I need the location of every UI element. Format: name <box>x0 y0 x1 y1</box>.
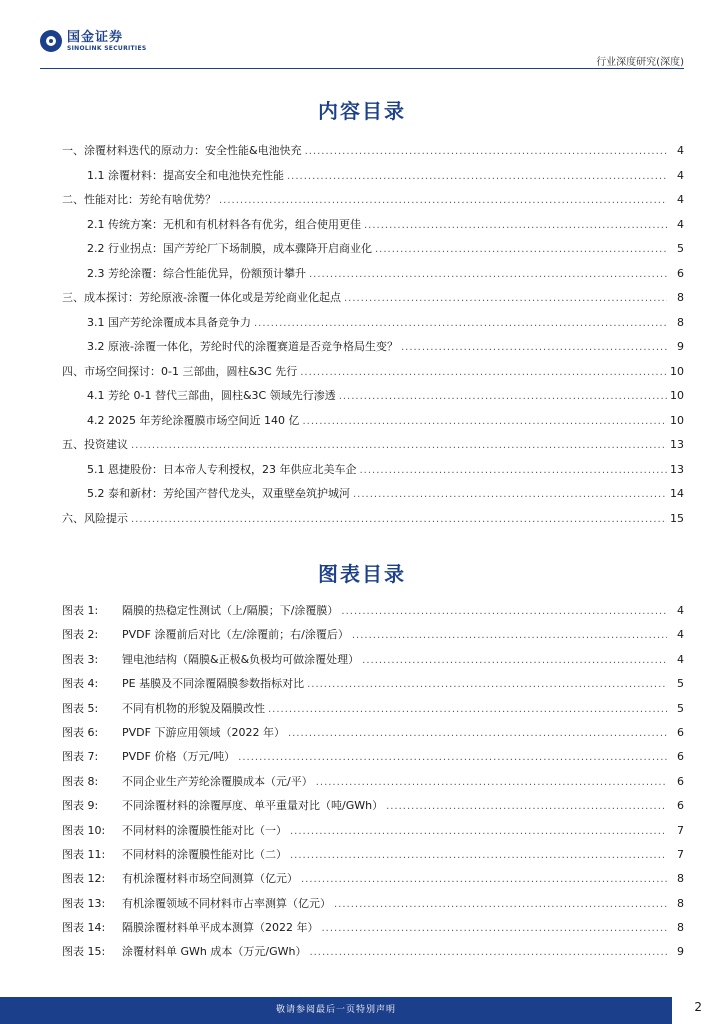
dot-leader <box>334 899 667 910</box>
toc-entry[interactable] <box>62 191 684 216</box>
figure-entry-page: 6 <box>677 799 684 813</box>
dot-leader <box>238 752 667 763</box>
figure-entry[interactable] <box>62 846 684 870</box>
figure-entry-title <box>62 675 304 691</box>
toc-entry[interactable] <box>62 412 684 437</box>
toc-entry-page: 4 <box>677 144 684 157</box>
figure-entry-page: 4 <box>677 652 684 666</box>
figure-entry-page: 6 <box>677 774 684 788</box>
figure-entry-page: 7 <box>677 823 684 837</box>
dot-leader <box>307 679 667 690</box>
figure-entry-label: 图表 9: <box>62 799 99 813</box>
figure-entry-title <box>62 797 383 813</box>
toc-entry-page: 9 <box>677 340 684 353</box>
figure-entry-label: 图表 12: <box>62 872 106 886</box>
figure-entry-label: 图表 4: <box>62 677 99 691</box>
dot-leader <box>344 293 667 304</box>
figure-entry-text: 不同企业生产芳纶涂覆膜成本（元/平） <box>122 774 313 788</box>
figure-entry-title <box>62 626 349 642</box>
toc-entry-page: 13 <box>670 438 684 451</box>
toc-entry-page: 4 <box>677 217 684 231</box>
figure-entry[interactable] <box>62 919 684 943</box>
dot-leader <box>290 826 667 837</box>
toc-entry[interactable] <box>62 289 684 314</box>
toc-entry-page: 8 <box>677 291 684 304</box>
toc-entry-page: 15 <box>670 511 684 525</box>
toc-entry-text: 4.1 芳纶 0-1 替代三部曲，圆柱&3C 领域先行渗透 <box>87 389 336 402</box>
figure-entry-label: 图表 6: <box>62 725 99 739</box>
figure-entry-text: 隔膜的热稳定性测试（上/隔膜；下/涂覆膜） <box>122 604 339 617</box>
dot-leader <box>301 874 667 885</box>
toc-entry[interactable] <box>62 461 684 486</box>
toc-entry[interactable] <box>62 338 684 363</box>
toc-entry[interactable] <box>62 142 684 167</box>
toc-entry-page: 10 <box>670 413 684 427</box>
toc-entry[interactable] <box>62 314 684 339</box>
toc-entry[interactable] <box>62 167 684 192</box>
figure-entry-page: 8 <box>677 921 684 935</box>
figure-entry-page: 6 <box>677 750 684 764</box>
dot-leader <box>219 195 667 206</box>
dot-leader <box>359 465 667 476</box>
figure-entry[interactable] <box>62 675 684 699</box>
logo-mark-icon <box>40 30 62 52</box>
figure-entry-title <box>62 846 287 862</box>
toc-title: 内容目录 <box>318 99 406 123</box>
figure-entry-text: PVDF 涂覆前后对比（左/涂覆前；右/涂覆后） <box>122 628 349 642</box>
dot-leader <box>288 728 667 739</box>
figure-entry-text: 有机涂覆领域不同材料市占率测算（亿元） <box>122 896 331 910</box>
dot-leader <box>302 416 667 427</box>
toc-entry[interactable] <box>62 216 684 241</box>
figure-entry-label: 图表 11: <box>62 847 106 861</box>
figure-entry-title <box>62 773 313 789</box>
dot-leader <box>401 342 667 353</box>
dot-leader <box>131 440 667 451</box>
toc-entry-page: 10 <box>670 364 684 378</box>
figure-entry[interactable] <box>62 797 684 821</box>
toc-entry[interactable] <box>62 510 684 535</box>
toc-entry-text: 2.3 芳纶涂覆：综合性能优异，份额预计攀升 <box>87 266 306 280</box>
dot-leader <box>386 801 667 812</box>
toc-entry-text: 三、成本探讨：芳纶原液-涂覆一体化或是芳纶商业化起点 <box>62 291 341 304</box>
dot-leader <box>305 146 667 157</box>
figure-entry-label: 图表 15: <box>62 945 106 959</box>
figure-entry-label: 图表 14: <box>62 921 106 935</box>
figure-entry-label: 图表 10: <box>62 823 106 837</box>
figure-entry-label: 图表 7: <box>62 750 99 764</box>
toc-entry-page: 4 <box>677 168 684 182</box>
figure-entry-text: PVDF 下游应用领域（2022 年） <box>122 725 285 739</box>
page-number: 2 <box>694 1000 702 1014</box>
dot-leader <box>316 777 667 788</box>
dot-leader <box>322 923 668 934</box>
toc-entry-text: 1.1 涂覆材料：提高安全和电池快充性能 <box>87 168 284 182</box>
figure-entry-label: 图表 13: <box>62 896 106 910</box>
toc-entry[interactable] <box>62 387 684 412</box>
figure-entry[interactable] <box>62 748 684 772</box>
figure-entry[interactable] <box>62 773 684 797</box>
toc-entry-text: 2.1 传统方案：无机和有机材料各有优劣，组合使用更佳 <box>87 217 361 231</box>
figure-entry[interactable] <box>62 651 684 675</box>
toc-entry-text: 3.2 原液-涂覆一体化，芳纶时代的涂覆赛道是否竞争格局生变？ <box>87 340 398 353</box>
figure-entry-page: 8 <box>677 872 684 886</box>
figure-entry-page: 6 <box>677 725 684 739</box>
figure-entry-label: 图表 8: <box>62 774 99 788</box>
dot-leader <box>300 367 667 378</box>
footer-note: 敬请参阅最后一页特别声明 <box>275 1005 396 1015</box>
toc-entry-text: 5.1 恩捷股份：日本帝人专利授权，23 年供应北美车企 <box>87 462 357 476</box>
toc-entry-text: 2.2 行业拐点：国产芳纶厂下场制膜，成本骤降开启商业化 <box>87 242 372 255</box>
toc-entry-text: 四、市场空间探讨：0-1 三部曲，圆柱&3C 先行 <box>62 364 298 378</box>
figure-entry-text: 不同涂覆材料的涂覆厚度、单平重量对比（吨/GWh） <box>122 799 384 813</box>
figure-entry-page: 5 <box>677 677 684 691</box>
figure-list <box>62 602 684 968</box>
figure-entry-page: 5 <box>677 701 684 715</box>
figure-entry-title <box>62 700 265 716</box>
figure-entry-label: 图表 5: <box>62 701 99 715</box>
brand-logo <box>40 30 146 52</box>
toc-entry-text: 六、风险提示 <box>62 511 128 525</box>
figure-entry[interactable] <box>62 626 684 650</box>
toc-entry-text: 二、性能对比：芳纶有啥优势？ <box>62 193 216 206</box>
toc-entry-text: 3.1 国产芳纶涂覆成本具备竞争力 <box>87 315 251 329</box>
toc-entry-text: 4.2 2025 年芳纶涂覆膜市场空间近 140 亿 <box>87 413 300 427</box>
figure-entry-text: PE 基膜及不同涂覆隔膜参数指标对比 <box>122 677 305 691</box>
figure-entry-title <box>62 724 285 740</box>
dot-leader <box>339 391 667 402</box>
figure-entry-title <box>62 895 331 911</box>
toc-entry-text: 一、涂覆材料迭代的原动力：安全性能&电池快充 <box>62 144 302 157</box>
toc-entry[interactable] <box>62 363 684 388</box>
dot-leader <box>290 850 667 861</box>
toc-entry-text: 五、投资建议 <box>62 438 128 451</box>
figure-list-title: 图表目录 <box>318 562 406 586</box>
dot-leader <box>341 606 667 617</box>
figure-entry-title <box>62 748 235 764</box>
dot-leader <box>254 318 667 329</box>
figure-entry-text: 涂覆材料单 GWh 成本（万元/GWh） <box>122 945 307 959</box>
figure-entry[interactable] <box>62 895 684 919</box>
figure-entry-text: 隔膜涂覆材料单平成本测算（2022 年） <box>122 921 319 935</box>
dot-leader <box>309 947 667 958</box>
figure-entry-text: 不同有机物的形貌及隔膜改性 <box>122 701 265 715</box>
figure-entry[interactable] <box>62 943 684 967</box>
dot-leader <box>375 244 667 255</box>
toc-entry[interactable] <box>62 265 684 290</box>
figure-entry-page: 4 <box>677 628 684 642</box>
dot-leader <box>352 630 667 641</box>
figure-entry-title <box>62 919 319 935</box>
dot-leader <box>309 269 667 280</box>
toc-entry-page: 5 <box>677 242 684 255</box>
figure-entry-page: 4 <box>677 604 684 617</box>
figure-entry[interactable] <box>62 602 684 626</box>
figure-entry-page: 8 <box>677 896 684 910</box>
toc-entry-page: 13 <box>670 462 684 476</box>
toc-list <box>62 142 684 534</box>
dot-leader <box>362 655 667 666</box>
toc-entry-page: 6 <box>677 266 684 280</box>
dot-leader <box>131 514 667 525</box>
figure-entry-title <box>62 651 359 667</box>
report-type: 行业深度研究(深度) <box>596 57 684 68</box>
dot-leader <box>268 704 667 715</box>
figure-entry-text: 不同材料的涂覆膜性能对比（二） <box>122 847 287 861</box>
toc-entry[interactable] <box>62 436 684 461</box>
figure-entry[interactable] <box>62 822 684 846</box>
figure-entry-title <box>62 943 306 959</box>
figure-entry-title <box>62 870 298 886</box>
brand-name-cn: 国金证券 <box>67 29 124 45</box>
figure-entry-text: 锂电池结构（隔膜&正极&负极均可做涂覆处理） <box>122 652 360 666</box>
toc-entry-page: 8 <box>677 315 684 329</box>
figure-entry-title <box>62 602 338 618</box>
dot-leader <box>287 171 667 182</box>
figure-entry-label: 图表 1: <box>62 604 99 617</box>
dot-leader <box>353 489 667 500</box>
figure-entry[interactable] <box>62 724 684 748</box>
toc-entry[interactable] <box>62 485 684 510</box>
header-divider <box>40 68 684 69</box>
figure-entry-page: 9 <box>677 945 684 959</box>
figure-entry-text: 有机涂覆材料市场空间测算（亿元） <box>122 872 298 886</box>
figure-entry-text: 不同材料的涂覆膜性能对比（一） <box>122 823 287 837</box>
figure-entry-title <box>62 822 287 838</box>
figure-entry-page: 7 <box>677 847 684 861</box>
toc-entry-page: 14 <box>670 487 684 500</box>
toc-entry-text: 5.2 泰和新材：芳纶国产替代龙头，双重壁垒筑护城河 <box>87 487 350 500</box>
figure-entry[interactable] <box>62 870 684 894</box>
figure-entry-label: 图表 3: <box>62 652 99 666</box>
figure-entry[interactable] <box>62 700 684 724</box>
figure-entry-text: PVDF 价格（万元/吨） <box>122 750 236 764</box>
toc-entry[interactable] <box>62 240 684 265</box>
toc-entry-page: 10 <box>670 389 684 402</box>
toc-entry-page: 4 <box>677 193 684 206</box>
brand-name-en: SINOLINK SECURITIES <box>67 44 147 52</box>
figure-entry-label: 图表 2: <box>62 628 99 642</box>
dot-leader <box>364 220 667 231</box>
